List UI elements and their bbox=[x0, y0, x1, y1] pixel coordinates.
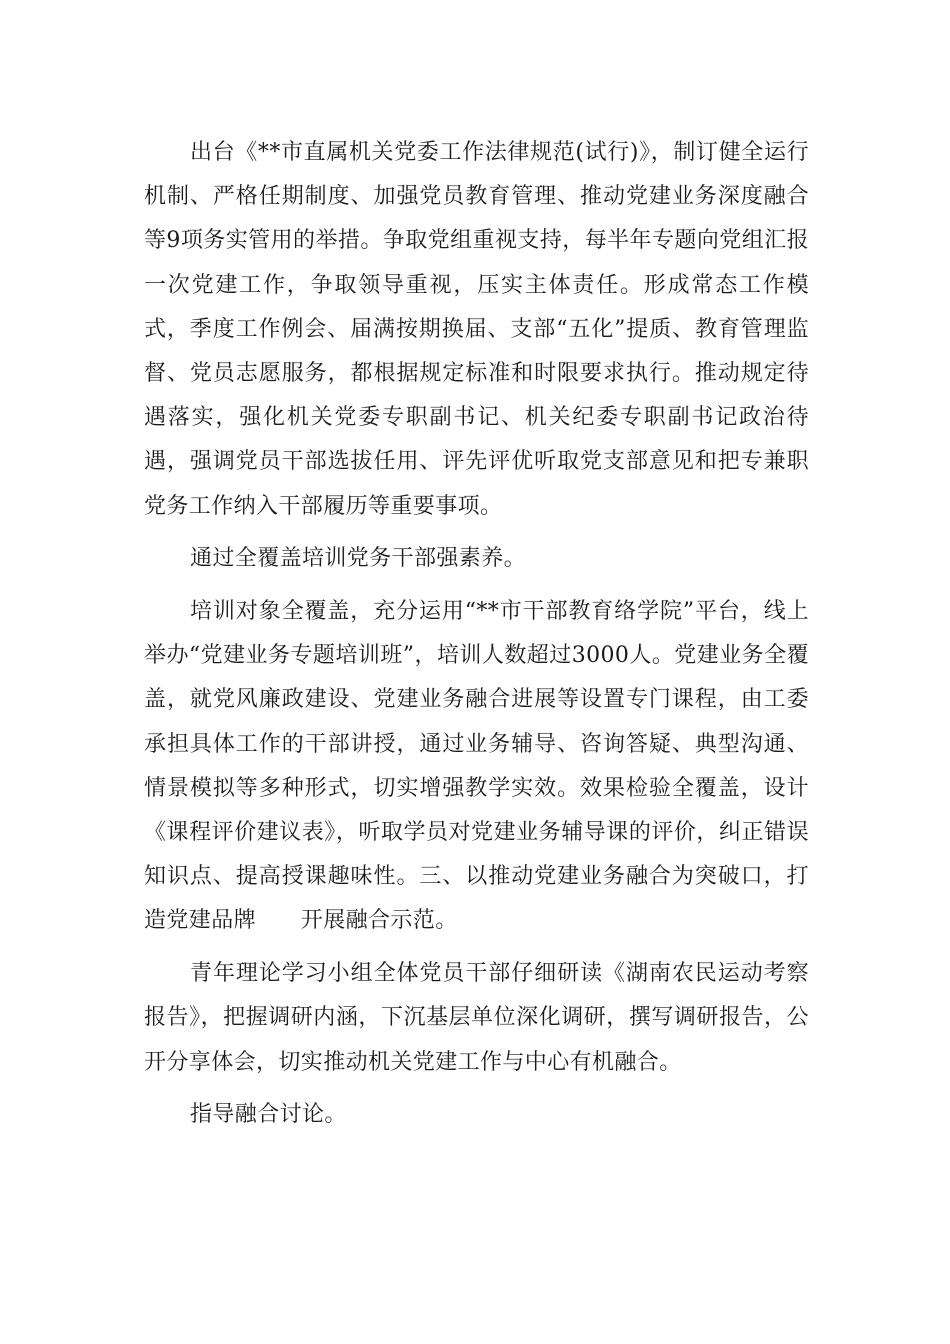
paragraph-4: 青年理论学习小组全体党员干部仔细研读《湖南农民运动考察报告》，把握调研内涵，下沉基层单位深化调研，撰写调研报告，公开分享体会，切实推动机关党建工作与中心有机融合。 bbox=[144, 961, 809, 1075]
paragraph-2: 通过全覆盖培训党务干部强素养。 bbox=[190, 546, 527, 572]
paragraph-5: 指导融合讨论。 bbox=[190, 1102, 347, 1128]
document-body bbox=[144, 131, 809, 1146]
paragraph-1: 出台《**市直属机关党委工作法律规范(试行)》，制订健全运行机制、严格任期制度、加强党员教育管理、推动党建业务深度融合等9项务实管用的举措。争取党组重视支持，每半年专题向党组汇报一次党建工作，争取领导重视，压实主体责任。形成常态工作模式，季度工作例会、届满按期换届、支部“五化”提质、教育管理监督、党员志愿服务，都根据规定标准和时限要求执行。推动规定待遇落实，强化机关党委专职副书记、机关纪委专职副书记政治待遇，强调党员干部选拔任用、评先评优听取党支部意见和把专兼职党务工作纳入干部履历等重要事项。 bbox=[144, 140, 809, 519]
paragraph-3: 培训对象全覆盖，充分运用“**市干部教育络学院”平台，线上举办“党建业务专题培训班”，培训人数超过3000人。党建业务全覆盖，就党风廉政建设、党建业务融合进展等设置专门课程，由工委承担具体工作的干部讲授，通过业务辅导、咨询答疑、典型沟通、情景模拟等多种形式，切实增强教学实效。效果检验全覆盖，设计《课程评价建议表》，听取学员对党建业务辅导课的评价，纠正错误知识点、提高授课趣味性。三、以推动党建业务融合为突破口，打造党建品牌 开展融合示范。 bbox=[144, 599, 809, 934]
